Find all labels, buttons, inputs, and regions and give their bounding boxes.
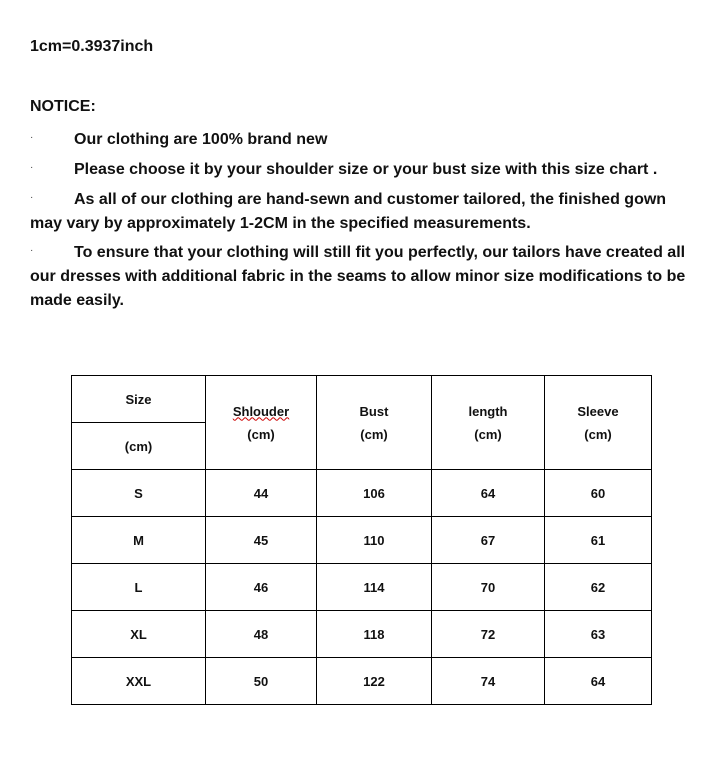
sleeve-header [545,376,652,470]
notice-item-text: As all of our clothing are hand-sewn and customer tailored, the finished gown may vary by approximately 1-2CM in the specified measurements. [30,191,667,232]
notice-item [30,188,690,236]
unit-conversion: 1cm=0.3937inch [30,38,154,55]
value-cell: 46 [206,564,317,611]
value-cell: 45 [206,517,317,564]
value-cell: 122 [317,658,432,705]
value-cell: 106 [317,470,432,517]
table-row [72,658,652,705]
value-cell: 50 [206,658,317,705]
table-row [72,470,652,517]
size-unit-header: (cm) [72,423,206,470]
table-row [72,611,652,658]
bust-unit: (cm) [360,426,388,442]
bullet-icon: · [30,162,34,173]
value-cell: 44 [206,470,317,517]
value-cell: 114 [317,564,432,611]
bullet-icon: · [30,132,34,143]
bullet-icon: · [30,192,34,203]
value-cell: 62 [545,564,652,611]
notice-item-text: Please choose it by your shoulder size or your bust size with this size chart . [74,161,658,178]
notice-item-text: To ensure that your clothing will still fit you perfectly, our tailors have created all our dresses with additional fabric in the seams to allow minor size modifications to be made easily. [30,244,686,309]
value-cell: 72 [432,611,545,658]
value-cell: 60 [545,470,652,517]
table-row [72,517,652,564]
sleeve-unit: (cm) [584,426,612,442]
bust-header [317,376,432,470]
value-cell: 110 [317,517,432,564]
length-unit: (cm) [474,426,502,442]
value-cell: 64 [432,470,545,517]
notice-item [30,128,690,152]
value-cell: 70 [432,564,545,611]
value-cell: 118 [317,611,432,658]
notice-item-text: Our clothing are 100% brand new [74,131,328,148]
value-cell: 74 [432,658,545,705]
value-cell: 63 [545,611,652,658]
length-header [432,376,545,470]
sleeve-label: Sleeve [577,403,619,419]
shoulder-unit: (cm) [247,426,275,442]
length-label: length [468,403,508,419]
notice-item [30,241,690,313]
notice-heading: NOTICE: [30,98,96,115]
value-cell: 48 [206,611,317,658]
value-cell: 67 [432,517,545,564]
shoulder-header [206,376,317,470]
table-row [72,564,652,611]
size-cell: XL [72,611,206,658]
bust-label: Bust [359,403,389,419]
size-cell: M [72,517,206,564]
size-cell: L [72,564,206,611]
value-cell: 61 [545,517,652,564]
bullet-icon: · [30,245,34,256]
shoulder-label: Shlouder [232,403,290,419]
size-header: Size [72,376,206,423]
size-cell: XXL [72,658,206,705]
size-cell: S [72,470,206,517]
size-chart-table [71,375,652,705]
notice-item [30,158,690,182]
value-cell: 64 [545,658,652,705]
